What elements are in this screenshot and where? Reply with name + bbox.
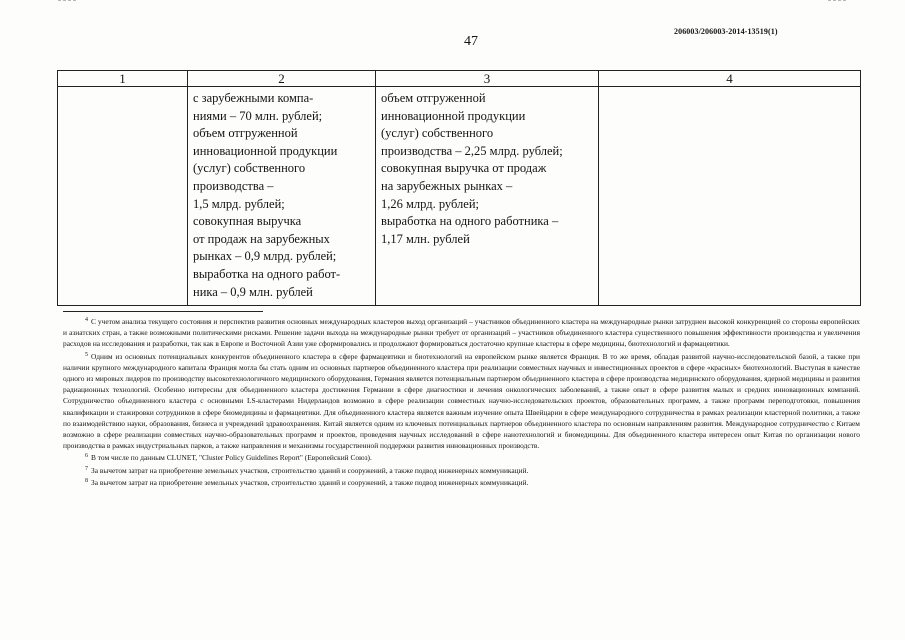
cell-text-line: ника – 0,9 млн. рублей [193, 284, 313, 299]
footnote-marker: 8 [85, 477, 88, 484]
column-header: 2 [188, 71, 376, 87]
footnote-8 [63, 476, 860, 488]
cell-text-line: выработка на одного работника – [381, 214, 559, 229]
footnote-text: За вычетом затрат на приобретение земельных участков, строительство зданий и сооружений, а также подвод инженерных коммуникаций. [91, 477, 529, 487]
footnote-text: За вычетом затрат на приобретение земельных участков, строительство зданий и сооружений, а также подвод инженерных коммуникаций. [91, 465, 529, 475]
scan-edge-mark-right [828, 0, 846, 2]
cell-text-line: 1,26 млрд. рублей; [381, 196, 480, 211]
page-number: 47 [464, 34, 478, 49]
continuation-table [57, 70, 861, 306]
cell-text-line: производства – [193, 178, 274, 193]
cell-text-line: инновационной продукции [381, 108, 526, 123]
cell-text-line: инновационной продукции [193, 143, 338, 158]
cell-text-line: совокупная выручка от продаж [381, 161, 547, 176]
footnote-7 [63, 464, 860, 476]
cell-text-line: от продаж на зарубежных [193, 231, 330, 246]
cell-text-line: выработка на одного работ- [193, 266, 341, 281]
footnote-marker: 4 [85, 317, 88, 323]
cell-col4 [599, 87, 861, 306]
footnote-6 [63, 451, 860, 463]
footnote-marker: 5 [85, 351, 88, 358]
cell-text-line: производства – 2,25 млрд. рублей; [381, 143, 563, 158]
cell-col3 [376, 87, 599, 306]
cell-text-line: 1,5 млрд. рублей; [193, 196, 285, 211]
footnote-text: Одним из основных потенциальных конкурентов объединенного кластера в сфере фармацевтики и биотехнологий на европейском рынке является Франция. В то же время, обладая развитой научно-исследовательской базой, а также при наличии крупного международного капитала Франция могла бы стать одним из основных партнеров объединенного кластера при реализации совместных научных и инвестиционных проектов в сфере «красных» биотехнологий. Выступая в качестве одного из мировых лидеров по производству высокотехнологичного медицинского оборудования, Германия является потенциальным партнером объединенного кластера в сфере производства медицинского оборудования, ядерной медицины и развития радиационных технологий. Особенно интересны для объединенного кластера достижения Германии в сфере диагностики и лечения онкологических заболеваний, а также опыт в сфере развития малых и средних инновационных компаний. Сотрудничество объединенного кластера с основными LS-кластерами Нидерландов возможно в сфере реализации совместных научно-исследовательских проектов, образовательных программ, а также программ переподготовки, повышения квалификации и стажировки сотрудников в сфере биомедицины и фармацевтики. Для объединенного кластера является важным изучение опыта Швейцарии в сфере международного сотрудничества в рамках реализации кластерной политики, а также по взаимодействию науки, образования, бизнеса и учреждений здравоохранения. Китай является одним из ключевых потенциальных партнеров объединенного кластера по основным направлениям развития. Международное сотрудничество с Китаем возможно в сфере реализации совместных научно-образовательных программ и проектов, проведения научных исследований в сфере нанотехнологий и биомедицины. Для объединенного кластера интересен опыт Китая по организации нового производства в рамках индустриальных парков, а также направления и механизмы государственной поддержки развития инновационных производств. [63, 351, 860, 451]
cell-text-line: (услуг) собственного [193, 161, 306, 176]
document-code: 206003/206003-2014-13519(1) [674, 27, 778, 36]
cell-text-line: рынках – 0,9 млрд. рублей; [193, 249, 337, 264]
footnotes [63, 315, 860, 488]
cell-text-line: совокупная выручка [193, 214, 302, 229]
table-row [58, 87, 861, 306]
footnote-marker: 6 [85, 453, 88, 460]
cell-text-line: на зарубежных рынках – [381, 178, 513, 193]
footnote-4 [63, 315, 860, 350]
footnote-marker: 7 [85, 465, 88, 472]
table-header-row [58, 71, 861, 87]
footnote-separator [63, 311, 263, 312]
cell-text-line: 1,17 млн. рублей [381, 231, 470, 246]
cell-text-line: объем отгруженной [193, 126, 298, 141]
scan-edge-mark-left [58, 0, 76, 2]
cell-col2 [188, 87, 376, 306]
column-header: 4 [599, 71, 861, 87]
footnote-text: В том числе по данным CLUNET, "Cluster Policy Guidelines Report" (Европейский Союз). [91, 453, 372, 463]
footnote-text: С учетом анализа текущего состояния и перспектив развития основных международных кластеров выход организаций – участников объединенного кластера на международные рынки затруднен высокой конкуренцией со стороны европейских и азиатских стран, а также возможными политическими рисками. Решение задачи выхода на международные рынки требует от организаций – участников объединенного кластера существенного повышения эффективности производства и увеличения расходов на исследования и разработки, так как в Европе и Восточной Азии уже сформировались и продолжают формироваться достаточно крупные кластеры в сфере медицины, биотехнологий и фармацевтики. [63, 317, 860, 349]
cell-col1 [58, 87, 188, 306]
cell-text-line: с зарубежными компа- [193, 91, 314, 105]
cell-text-line: ниями – 70 млн. рублей; [193, 108, 323, 123]
column-header: 3 [376, 71, 599, 87]
column-header: 1 [58, 71, 188, 87]
cell-text-line: (услуг) собственного [381, 126, 494, 141]
footnote-5 [63, 350, 860, 452]
cell-text-line: объем отгруженной [381, 91, 486, 105]
